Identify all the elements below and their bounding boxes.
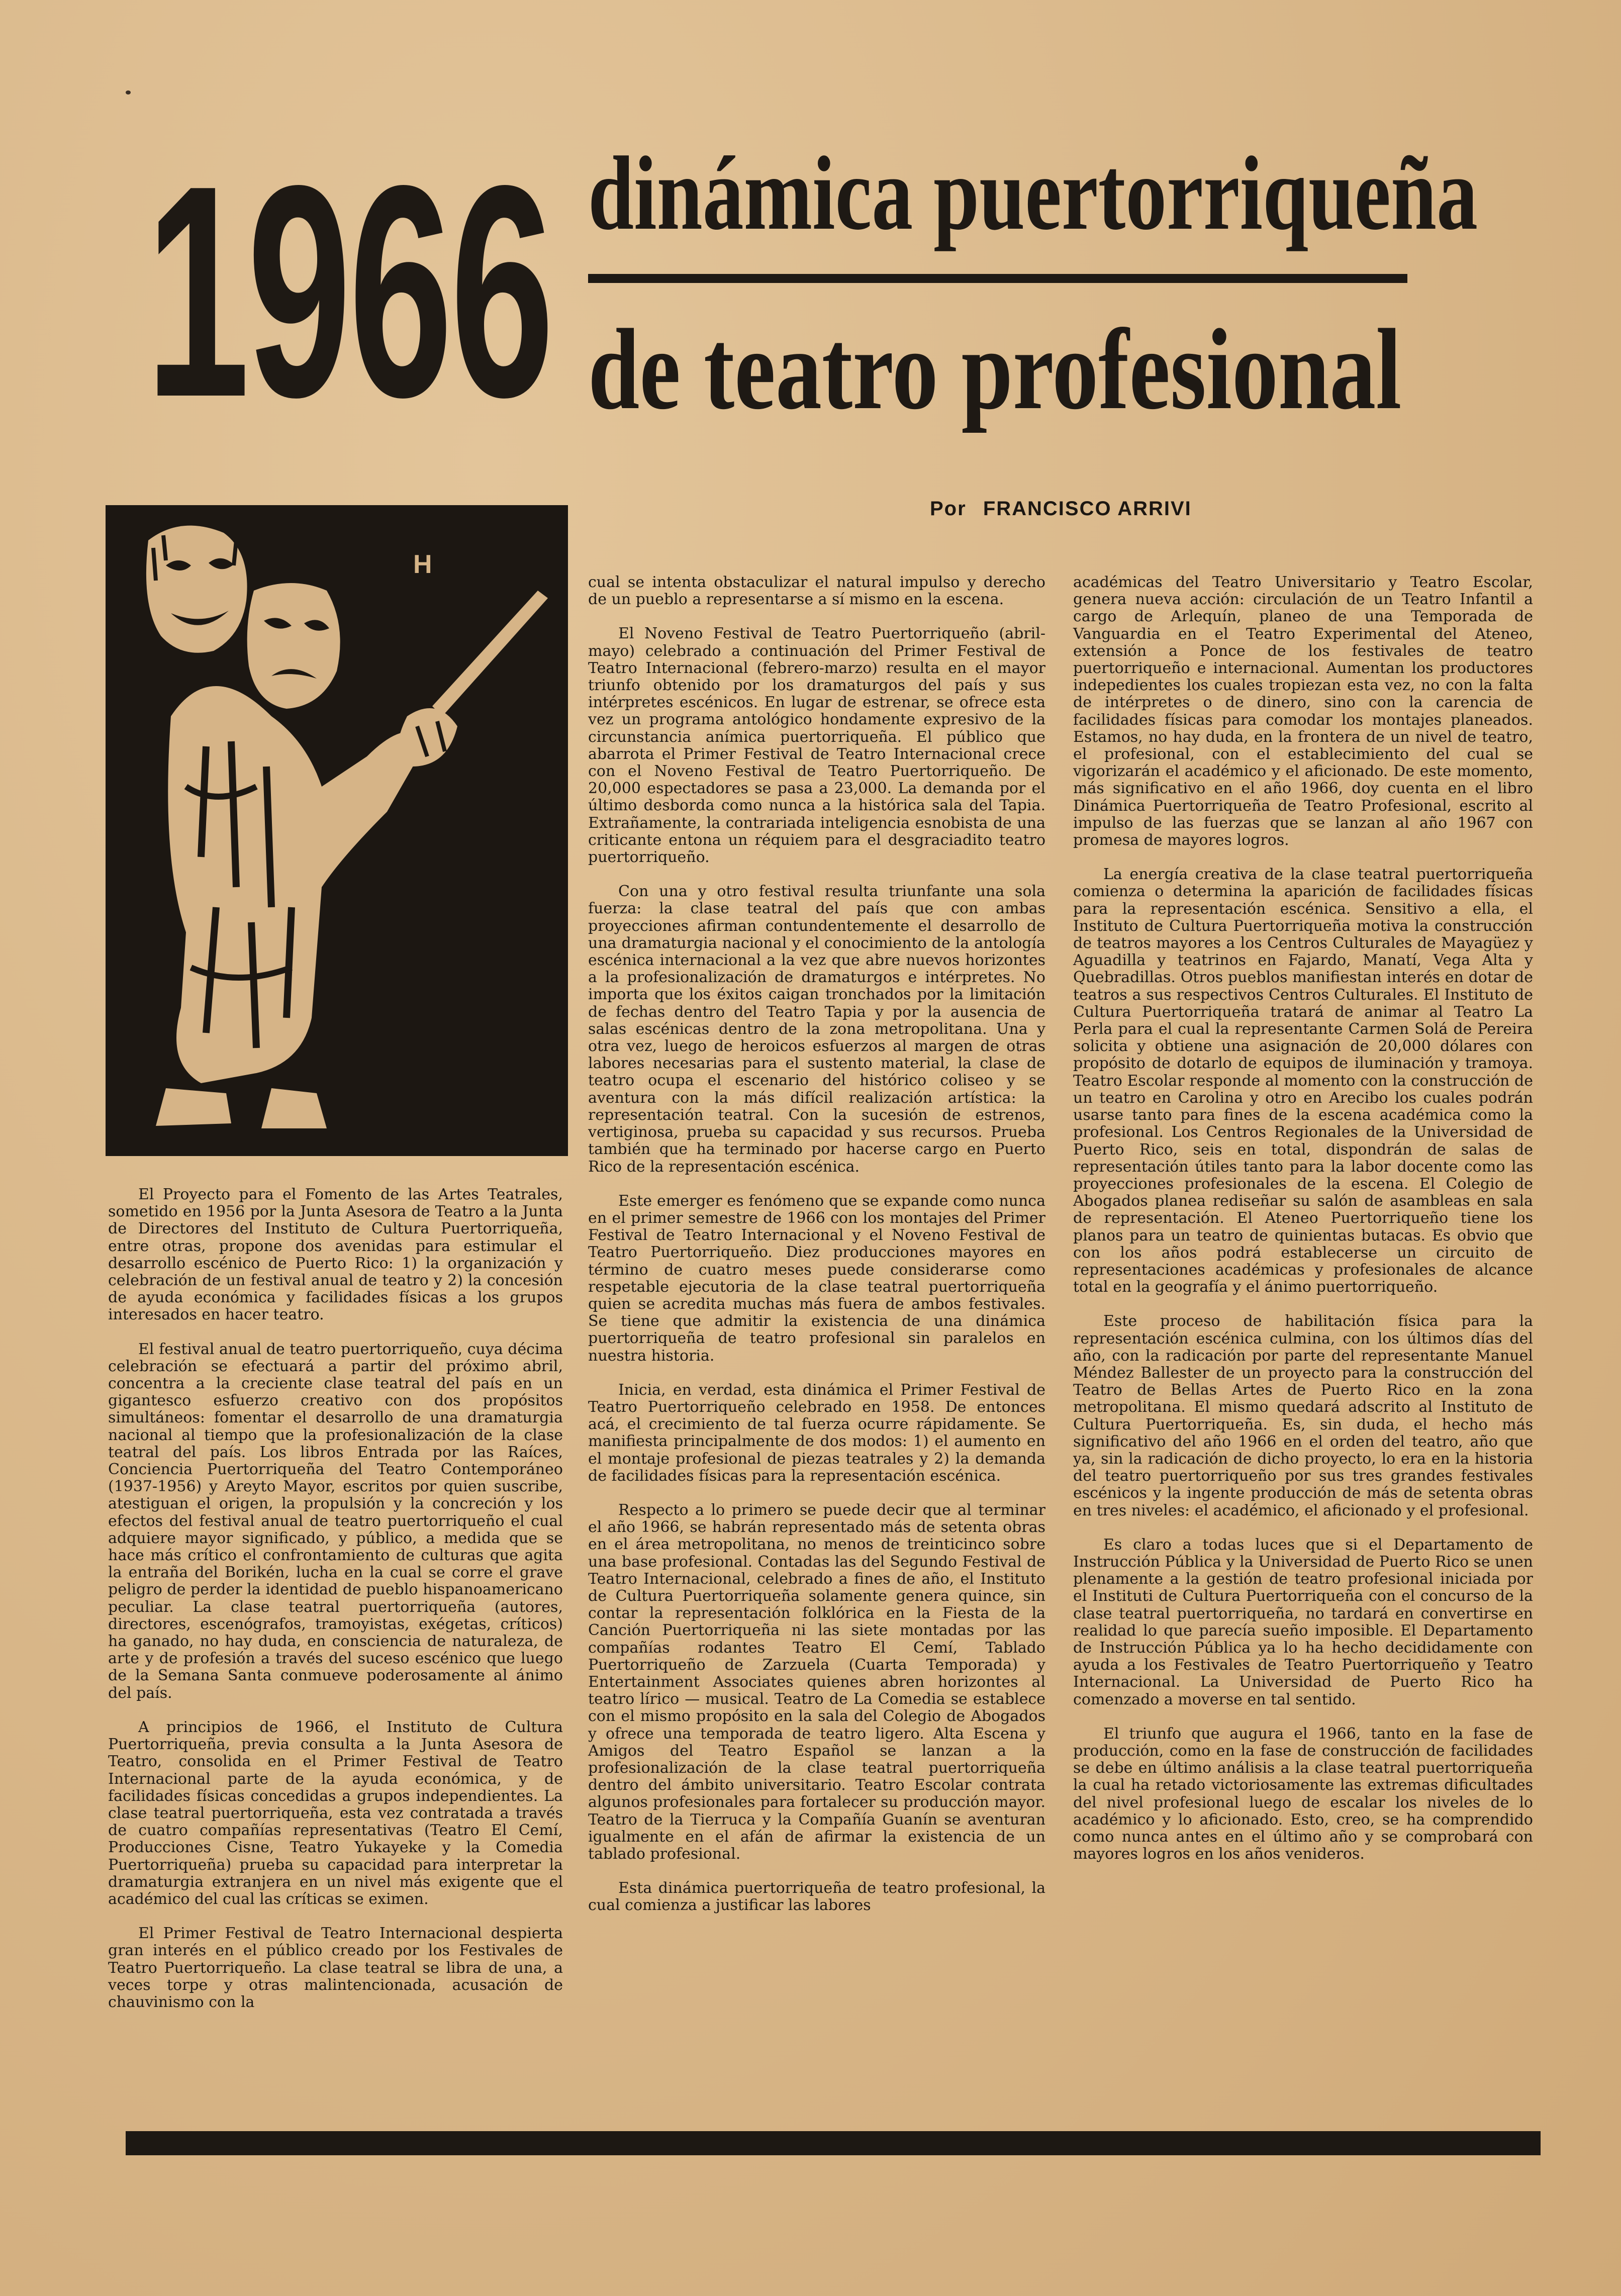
paragraph: Esta dinámica puertorriqueña de teatro profesional, la cual comienza a justificar las labores [588,1879,1045,1915]
paragraph: El festival anual de teatro puertorriqueño, cuya décima celebración se efectuará a partir del próximo abril, concentra a la creciente clase teatral del país en un gigantesco esfuerzo creativo con dos propósitos simultáneos: fomentar el desarrollo de una dramaturgia nacional al tiempo que la profesionalización de la clase teatral del país. Los libros Entrada por las Raíces, Conciencia Puertorriqueña del Teatro Contemporáneo (1937-1956) y Areyto Mayor, escritos por quien suscribe, atestiguan el origen, la propulsión y la concreción y los efectos del festival anual de teatro puertorriqueño el cual adquiere mayor significado, y público, a medida que se hace más crítico el confrontamiento de culturas que agita la entraña del Borikén, lucha en la cual se corre el grave peligro de perder la identidad de pueblo hispanoamericano peculiar. La clase teatral puertorriqueña (autores, directores, escenógrafos, tramoyistas, exégetas, críticos) ha ganado, no hay duda, en consciencia de naturaleza, de arte y de profesión a través del suceso escénico que luego de la Semana Santa conmueve poderosamente al ánimo del país. [108,1340,563,1702]
headline-rule [588,274,1407,283]
headline-title-line2: de teatro profesional [588,305,1402,433]
paragraph: Este proceso de habilitación física para la representación escénica culmina, con los últimos días del año, con la radicación por parte del representante Manuel Méndez Ballester de un proyecto para la construcción del Teatro de Bellas Artes de Puerto Rico en la zona metropolitana. El mismo quedará adscrito al Instituto de Cultura Puertorriqueña. Es, sin duda, el hecho más significativo del año 1966 en el orden del teatro, año que ya, sin la radicación de dicho proyecto, lo era en la historia del teatro puertorriqueño por sus tres grandes festivales escénicos y la ingente producción de más de setenta obras en tres niveles: el académico, el aficionado y el profesional. [1073,1312,1533,1519]
paragraph: La energía creativa de la clase teatral puertorriqueña comienza o determina la aparición de facilidades físicas para la representación escénica. Sensitivo a ella, el Instituto de Cultura Puertorriqueña motiva la construcción de teatros mayores a los Centros Culturales de Mayagüez y Aguadilla y teatrinos en Fajardo, Manatí, Vega Alta y Quebradillas. Otros pueblos manifiestan interés en dotar de teatros a sus respectivos Centros Culturales. El Instituto de Cultura Puertorriqueña tratará de animar al Teatro La Perla para el cual la representante Carmen Solá de Pereira solicita y obtiene una asignación de 20,000 dólares con propósito de dotarlo de equipos de iluminación y tramoya. Teatro Escolar responde al momento con la construcción de un teatro en Carolina y otro en Arecibo los cuales podrán usarse tanto para fines de la escena académica como la profesional. Los Centros Regionales de la Universidad de Puerto Rico, seis en total, dispondrán de salas de representación útiles tanto para la labor docente como las proyecciones profesionales de la escena. El Colegio de Abogados planea rediseñar su salón de asambleas en sala de representación. El Ateneo Puertorriqueño tiene los planos para un teatro de quinientas butacas. Es obvio que con los años podrá establecerse un circuito de representaciones académicas y profesionales de alcance total en la geografía y el ánimo puertorriqueño. [1073,866,1533,1296]
woodcut-letter: H [413,550,432,579]
paragraph: A principios de 1966, el Instituto de Cultura Puertorriqueña, previa consulta a la Junta Asesora de Teatro, consolida en el Primer Festival de Teatro Internacional parte de la ayuda económica, y de facilidades físicas concedidas a grupos independientes. La clase teatral puertorriqueña, esta vez contratada a través de cuatro compañías representativas (Teatro El Cemí, Producciones Cisne, Teatro Yukayeke y la Comedia Puertorriqueña) prueba su capacidad para interpretar la dramaturgia extranjera en un nivel más exigente que el académico del cual las críticas se eximen. [108,1718,563,1908]
byline-author: FRANCISCO ARRIVI [983,498,1192,520]
article-column-2 [588,574,1045,1932]
byline-prefix: Por [930,498,967,520]
article-column-3 [1073,574,1533,1880]
paragraph: académicas del Teatro Universitario y Teatro Escolar, genera nueva acción: circulación de un Teatro Infantil a cargo de Arlequín, planeo de una Temporada de Vanguardia en el Teatro Experimental del Ateneo, extensión a Ponce de los festivales de teatro puertorriqueño e internacional. Aumentan los productores indepedientes los cuales tropiezan esta vez, no con la falta de intérpretes o de dinero, sino con la carencia de facilidades físicas para comodar los montajes planeados. Estamos, no hay duda, en la frontera de un nivel de teatro, el profesional, con el establecimiento del cual se vigorizarán el académico y el aficionado. De este momento, más significativo en el año 1966, doy cuenta en el libro Dinámica Puertorriqueña de Teatro Profesional, escrito al impulso de las fuerzas que se lanzan al año 1967 con promesa de mayores logros. [1073,573,1533,849]
paragraph: Este emerger es fenómeno que se expande como nunca en el primer semestre de 1966 con los montajes del Primer Festival de Teatro Internacional y el Noveno Festival de Teatro Puertorriqueño. Diez producciones mayores en término de cuatro meses puede considerarse como respetable ejecutoria de la clase teatral puertorriqueña quien se acredita muchas más fuera de ambos festivales. Se tiene que admitir la existencia de una dinámica puertorriqueña de teatro profesional sin paralelos en nuestra historia. [588,1192,1045,1365]
article-column-1 [108,1186,563,2028]
headline-title-line1: dinámica puertorriqueña [588,135,1478,252]
paragraph: Respecto a lo primero se puede decir que al terminar el año 1966, se habrán representado más de setenta obras en el área metropolitana, no menos de treinticinco sobre una base profesional. Contadas las del Segundo Festival de Teatro Internacional, celebrado a fines de año, el Instituto de Cultura Puertorriqueña solamente genera quince, sin contar la representación folklórica en la Fiesta de la Canción Puertorriqueña ni las siete montadas por las compañías rodantes Teatro El Cemí, Tablado Puertorriqueño de Zarzuela (Cuarta Temporada) y Entertainment Associates quienes abren horizontes al teatro lírico — musical. Teatro de La Comedia se establece con el mismo propósito en la sala del Colegio de Abogados y ofrece una temporada de teatro ligero. Alta Escena y Amigos del Teatro Español se lanzan a la profesionalización de la clase teatral puertorriqueña dentro del ámbito universitario. Teatro Escolar contrata algunos profesionales para fortalecer su producción mayor. Teatro de la Tierruca y la Compañía Guanín se aventuran igualmente en el afán de afirmar la existencia de un tablado profesional. [588,1501,1045,1863]
paragraph: El Proyecto para el Fomento de las Artes Teatrales, sometido en 1956 por la Junta Asesora de Teatro a la Junta de Directores del Instituto de Cultura Puertorriqueña, entre otras, propone dos avenidas para estimular el desarrollo escénico de Puerto Rico: 1) la organización y celebración de un festival anual de teatro y 2) la concesión de ayuda económica y facilidades físicas a los grupos interesados en hacer teatro. [108,1186,563,1324]
headline-year: 1966 [146,123,552,460]
bottom-rule [126,2131,1541,2155]
paper-speck [126,90,131,94]
paragraph: cual se intenta obstaculizar el natural impulso y derecho de un pueblo a representarse a sí mismo en la escena. [588,573,1045,609]
paragraph: El triunfo que augura el 1966, tanto en la fase de producción, como en la fase de construcción de facilidades se debe en último análisis a la clase teatral puertorriqueña la cual ha retado victoriosamente las extremas dificultades del nivel profesional luego de escalar los niveles de lo académico y lo aficionado. Esto, creo, se ha comprendido como nunca antes en el último año y se comprobará con mayores logros en los años venideros. [1073,1725,1533,1863]
paragraph: Inicia, en verdad, esta dinámica el Primer Festival de Teatro Puertorriqueño celebrado en 1958. De entonces acá, el crecimiento de tal fuerza ocurre rápidamente. Se manifiesta principalmente de dos modos: 1) el aumento en el montaje profesional de piezas teatrales y 2) la demanda de facilidades físicas para la representación escénica. [588,1381,1045,1485]
woodcut-theatre-masks-figure-icon [106,505,568,1156]
paragraph: El Primer Festival de Teatro Internacional despierta gran interés en el público creado por los Festivales de Teatro Puertorriqueño. La clase teatral se libra de una, a veces torpe y otras malintencionada, acusación de chauvinismo con la [108,1925,563,2011]
paragraph: Es claro a todas luces que si el Departamento de Instrucción Pública y la Universidad de Puerto Rico se unen plenamente a la gestión de teatro profesional iniciada por el Instituti de Cultura Puertorriqueña con el concurso de la clase teatral puertorriqueña, no tardará en convertirse en realidad lo que parecía sueño imposible. El Departamento de Instrucción Pública ya lo ha hecho decididamente con ayuda a los Festivales de Teatro Puertorriqueño y Teatro Internacional. La Universidad de Puerto Rico ha comenzado a moverse en tal sentido. [1073,1536,1533,1708]
byline [930,498,1192,520]
paragraph: Con una y otro festival resulta triunfante una sola fuerza: la clase teatral del país que con ambas proyecciones afirman contundentemente el desarrollo de una dramaturgia nacional y el conocimiento de la antología escénica internacional a la vez que abre nuevos horizontes a la profesionalización de dramaturgos e intérpretes. No importa que los éxitos caigan tronchados por la limitación de fechas dentro del Teatro Tapia y por la ausencia de salas escénicas dentro de la zona metropolitana. Una y otra vez, luego de heroicos esfuerzos al margen de otras labores necesarias para el sustento material, la clase de teatro ocupa el escenario del histórico coliseo y se aventura con la más difícil realización artística: la representación teatral. Con la sucesión de estrenos, vertiginosa, prueba su capacidad y sus recursos. Prueba también que ha terminado por hacerse cargo en Puerto Rico de la representación escénica. [588,883,1045,1176]
paragraph: El Noveno Festival de Teatro Puertorriqueño (abril-mayo) celebrado a continuación del Primer Festival de Teatro Internacional (febrero-marzo) resulta en el mayor triunfo obtenido por los dramaturgos del país y sus intérpretes escénicos. En lugar de estrenar, se ofrece esta vez un programa antológico hondamente expresivo de la circunstancia anímica puertorriqueña. El público que abarrota el Primer Festival de Teatro Internacional crece con el Noveno Festival de Teatro Puertorriqueño. De 20,000 espectadores se pasa a 23,000. La demanda por el último desborda como nunca a la histórica sala del Tapia. Extrañamente, la contrariada inteligencia esnobista de una criticante entona un réquiem para el desgraciadito teatro puertorriqueño. [588,625,1045,867]
